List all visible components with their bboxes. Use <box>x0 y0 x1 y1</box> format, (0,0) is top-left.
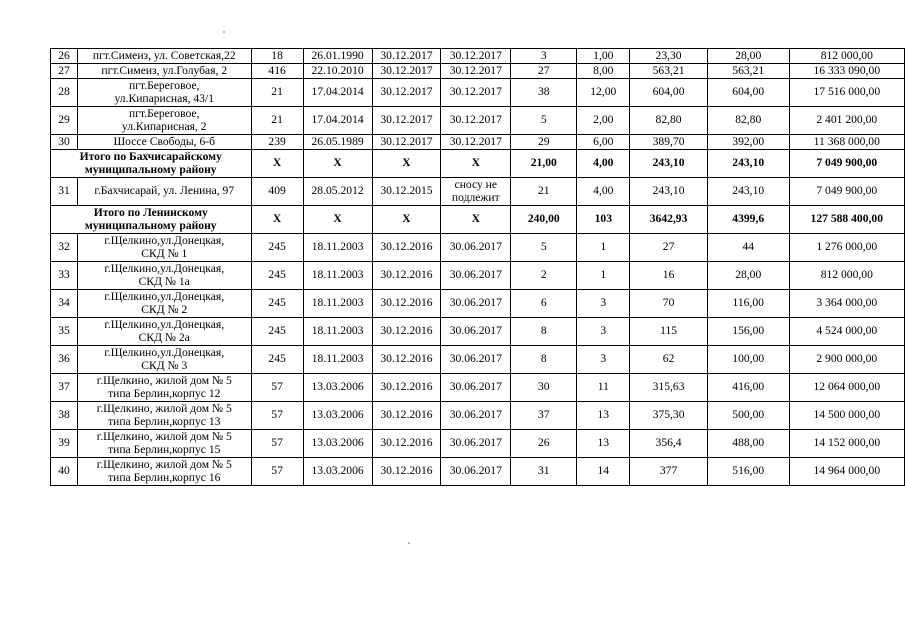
cell-line: 30.06.2017 <box>449 324 502 338</box>
address-cell <box>78 135 252 150</box>
total-label-line: Итого по Бахчисарайскому <box>79 150 222 163</box>
cell-c9: 62 <box>630 346 708 374</box>
row-number: 28 <box>51 79 78 107</box>
cell-c5: X <box>372 206 441 234</box>
cell-c11: 11 368 000,00 <box>789 135 904 150</box>
cell-c3: 245 <box>251 290 303 318</box>
cell-c10: 243,10 <box>707 150 789 178</box>
address-line: типа Берлин,корпус 13 <box>108 414 221 428</box>
cell-c5: 30.12.2015 <box>372 178 441 206</box>
cell-c4: X <box>303 150 372 178</box>
cell-c11: 2 900 000,00 <box>789 346 904 374</box>
cell-c7: 29 <box>511 135 577 150</box>
address-line: г.Щелкино,ул.Донецкая, <box>104 262 225 275</box>
cell-c3: 416 <box>251 64 303 79</box>
cell-c7: 8 <box>511 318 577 346</box>
cell-c6 <box>441 79 511 107</box>
cell-c5: 30.12.2016 <box>372 402 441 430</box>
address-cell <box>78 402 252 430</box>
cell-line: 30.12.2017 <box>449 113 502 127</box>
row-number: 36 <box>51 346 78 374</box>
cell-c11: 16 333 090,00 <box>789 64 904 79</box>
table-row <box>51 178 905 206</box>
cell-c11: 812 000,00 <box>789 49 904 64</box>
cell-c3: 21 <box>251 79 303 107</box>
cell-c9: 243,10 <box>630 150 708 178</box>
scan-speck <box>223 31 225 33</box>
cell-c4: 13.03.2006 <box>303 374 372 402</box>
cell-c9: 315,63 <box>630 374 708 402</box>
address-cell <box>78 290 252 318</box>
cell-c9: 70 <box>630 290 708 318</box>
table-total-row <box>51 150 905 178</box>
table-row <box>51 318 905 346</box>
address-line: СКД № 3 <box>141 358 188 372</box>
row-number: 33 <box>51 262 78 290</box>
cell-c5: 30.12.2017 <box>372 49 441 64</box>
cell-c10: 116,00 <box>707 290 789 318</box>
scan-speck <box>408 542 410 544</box>
cell-c7: 26 <box>511 430 577 458</box>
cell-c7: 6 <box>511 290 577 318</box>
cell-c7: 2 <box>511 262 577 290</box>
cell-c3: 57 <box>251 458 303 486</box>
cell-c6: X <box>441 206 511 234</box>
address-line: типа Берлин,корпус 15 <box>108 442 221 456</box>
address-line: г.Щелкино, жилой дом № 5 <box>96 402 232 415</box>
cell-c7: 38 <box>511 79 577 107</box>
address-line: пгт.Береговое, <box>129 107 200 120</box>
cell-c7: 8 <box>511 346 577 374</box>
cell-c11: 7 049 900,00 <box>789 178 904 206</box>
row-number: 29 <box>51 107 78 135</box>
address-cell <box>78 262 252 290</box>
address-line: г.Щелкино,ул.Донецкая, <box>104 318 225 331</box>
cell-c4: X <box>303 206 372 234</box>
cell-line: 30.06.2017 <box>449 240 502 254</box>
cell-c9: 563,21 <box>630 64 708 79</box>
cell-c11: 7 049 900,00 <box>789 150 904 178</box>
cell-c8: 3 <box>577 318 630 346</box>
table-row <box>51 234 905 262</box>
cell-c5: 30.12.2017 <box>372 79 441 107</box>
cell-c9: 243,10 <box>630 178 708 206</box>
cell-c5: 30.12.2016 <box>372 374 441 402</box>
cell-c6 <box>441 402 511 430</box>
cell-c4: 18.11.2003 <box>303 234 372 262</box>
cell-c6 <box>441 234 511 262</box>
cell-c6 <box>441 64 511 79</box>
cell-c4: 13.03.2006 <box>303 458 372 486</box>
cell-c5: 30.12.2016 <box>372 458 441 486</box>
cell-c9: 115 <box>630 318 708 346</box>
cell-c10: 500,00 <box>707 402 789 430</box>
row-number: 39 <box>51 430 78 458</box>
cell-c7: 5 <box>511 234 577 262</box>
address-line: пгт.Симеиз, ул.Голубая, 2 <box>101 63 228 77</box>
cell-c11: 12 064 000,00 <box>789 374 904 402</box>
cell-c3: 21 <box>251 107 303 135</box>
cell-c4: 13.03.2006 <box>303 430 372 458</box>
table-row <box>51 107 905 135</box>
cell-c9: 16 <box>630 262 708 290</box>
cell-c7: 30 <box>511 374 577 402</box>
cell-line: 30.12.2017 <box>449 134 502 148</box>
address-line: Шоссе Свободы, 6-б <box>113 134 216 148</box>
cell-c8: 14 <box>577 458 630 486</box>
row-number: 26 <box>51 49 78 64</box>
address-line: типа Берлин,корпус 16 <box>108 470 221 484</box>
cell-c6 <box>441 107 511 135</box>
cell-c8: 11 <box>577 374 630 402</box>
address-line: г.Щелкино, жилой дом № 5 <box>96 430 232 443</box>
address-line: г.Щелкино,ул.Донецкая, <box>104 346 225 359</box>
address-line: пгт.Береговое, <box>129 79 200 92</box>
cell-c8: 103 <box>577 206 630 234</box>
cell-c6 <box>441 318 511 346</box>
row-number: 34 <box>51 290 78 318</box>
cell-c4: 18.11.2003 <box>303 346 372 374</box>
cell-c9: 356,4 <box>630 430 708 458</box>
cell-c3: X <box>251 150 303 178</box>
cell-c3: X <box>251 206 303 234</box>
cell-c10: 156,00 <box>707 318 789 346</box>
address-line: ул.Кипарисная, 2 <box>121 119 207 133</box>
cell-c10: 4399,6 <box>707 206 789 234</box>
cell-c11: 14 152 000,00 <box>789 430 904 458</box>
cell-c11: 17 516 000,00 <box>789 79 904 107</box>
address-line: СКД № 2 <box>141 302 188 316</box>
cell-c3: 239 <box>251 135 303 150</box>
table-row <box>51 458 905 486</box>
cell-c8: 12,00 <box>577 79 630 107</box>
cell-c9: 375,30 <box>630 402 708 430</box>
row-number: 27 <box>51 64 78 79</box>
table-row <box>51 290 905 318</box>
row-number: 40 <box>51 458 78 486</box>
cell-c5: X <box>372 150 441 178</box>
cell-c10: 604,00 <box>707 79 789 107</box>
cell-c10: 82,80 <box>707 107 789 135</box>
row-number: 38 <box>51 402 78 430</box>
cell-line: 30.06.2017 <box>449 268 502 282</box>
cell-c6 <box>441 290 511 318</box>
cell-c7: 31 <box>511 458 577 486</box>
cell-c4: 26.01.1990 <box>303 49 372 64</box>
table-row <box>51 64 905 79</box>
cell-line: 30.06.2017 <box>449 352 502 366</box>
cell-c8: 2,00 <box>577 107 630 135</box>
cell-c9: 23,30 <box>630 49 708 64</box>
cell-c7: 27 <box>511 64 577 79</box>
cell-c10: 44 <box>707 234 789 262</box>
table-row <box>51 135 905 150</box>
cell-line: 30.06.2017 <box>449 464 502 478</box>
housing-table <box>50 48 905 486</box>
cell-line: сносу не <box>454 178 498 191</box>
address-line: ул.Кипарисная, 43/1 <box>114 91 214 105</box>
address-line: СКД № 1 <box>141 246 188 260</box>
row-number: 30 <box>51 135 78 150</box>
address-cell <box>78 458 252 486</box>
table-total-row <box>51 206 905 234</box>
cell-c3: 245 <box>251 318 303 346</box>
address-line: г.Бахчисарай, ул. Ленина, 97 <box>94 184 235 198</box>
cell-c11: 4 524 000,00 <box>789 318 904 346</box>
cell-c10: 488,00 <box>707 430 789 458</box>
cell-c8: 13 <box>577 430 630 458</box>
cell-c10: 563,21 <box>707 64 789 79</box>
cell-c9: 27 <box>630 234 708 262</box>
cell-c8: 6,00 <box>577 135 630 150</box>
cell-c4: 13.03.2006 <box>303 402 372 430</box>
cell-line: 30.06.2017 <box>449 296 502 310</box>
cell-c9: 82,80 <box>630 107 708 135</box>
cell-c10: 392,00 <box>707 135 789 150</box>
cell-c7: 37 <box>511 402 577 430</box>
cell-c6 <box>441 49 511 64</box>
cell-c4: 18.11.2003 <box>303 262 372 290</box>
cell-c8: 8,00 <box>577 64 630 79</box>
address-cell <box>78 64 252 79</box>
cell-line: 30.06.2017 <box>449 408 502 422</box>
cell-c8: 1,00 <box>577 49 630 64</box>
cell-c7: 5 <box>511 107 577 135</box>
total-label <box>51 206 252 234</box>
cell-c4: 18.11.2003 <box>303 290 372 318</box>
cell-c6 <box>441 346 511 374</box>
address-line: пгт.Симеиз, ул. Советская,22 <box>92 48 236 62</box>
cell-c4: 18.11.2003 <box>303 318 372 346</box>
table-row <box>51 262 905 290</box>
cell-c9: 377 <box>630 458 708 486</box>
cell-c11: 2 401 200,00 <box>789 107 904 135</box>
row-number: 37 <box>51 374 78 402</box>
cell-c3: 409 <box>251 178 303 206</box>
cell-c5: 30.12.2016 <box>372 262 441 290</box>
address-line: г.Щелкино, жилой дом № 5 <box>96 374 232 387</box>
table-row <box>51 49 905 64</box>
cell-c9: 604,00 <box>630 79 708 107</box>
row-number: 32 <box>51 234 78 262</box>
total-label-line: Итого по Ленинскому <box>93 206 208 219</box>
cell-c4: 17.04.2014 <box>303 79 372 107</box>
address-line: СКД № 1а <box>138 274 190 288</box>
cell-c5: 30.12.2017 <box>372 107 441 135</box>
cell-c4: 17.04.2014 <box>303 107 372 135</box>
cell-c4: 28.05.2012 <box>303 178 372 206</box>
address-cell <box>78 234 252 262</box>
cell-line: 30.06.2017 <box>449 380 502 394</box>
cell-c10: 100,00 <box>707 346 789 374</box>
total-label-line: муниципальному району <box>84 162 217 176</box>
cell-c8: 3 <box>577 290 630 318</box>
cell-line: 30.06.2017 <box>449 436 502 450</box>
total-label-line: муниципальному району <box>84 218 217 232</box>
cell-line: 30.12.2017 <box>449 48 502 62</box>
address-line: СКД № 2а <box>138 330 190 344</box>
cell-c10: 416,00 <box>707 374 789 402</box>
cell-c10: 243,10 <box>707 178 789 206</box>
cell-c6 <box>441 135 511 150</box>
cell-c3: 57 <box>251 374 303 402</box>
address-line: типа Берлин,корпус 12 <box>108 386 221 400</box>
table-row <box>51 79 905 107</box>
address-cell <box>78 178 252 206</box>
cell-line: 30.12.2017 <box>449 63 502 77</box>
table-row <box>51 430 905 458</box>
address-line: г.Щелкино,ул.Донецкая, <box>104 234 225 247</box>
cell-c5: 30.12.2016 <box>372 346 441 374</box>
cell-c11: 14 964 000,00 <box>789 458 904 486</box>
cell-c3: 57 <box>251 402 303 430</box>
cell-c11: 127 588 400,00 <box>789 206 904 234</box>
cell-c5: 30.12.2016 <box>372 290 441 318</box>
cell-c7: 3 <box>511 49 577 64</box>
table-row <box>51 374 905 402</box>
cell-c7: 21,00 <box>511 150 577 178</box>
address-cell <box>78 49 252 64</box>
address-cell <box>78 430 252 458</box>
cell-c5: 30.12.2016 <box>372 430 441 458</box>
cell-c10: 28,00 <box>707 262 789 290</box>
total-label <box>51 150 252 178</box>
cell-c3: 245 <box>251 346 303 374</box>
address-cell <box>78 318 252 346</box>
address-line: г.Щелкино, жилой дом № 5 <box>96 458 232 471</box>
cell-c11: 1 276 000,00 <box>789 234 904 262</box>
cell-c8: 3 <box>577 346 630 374</box>
cell-c5: 30.12.2017 <box>372 135 441 150</box>
cell-line: 30.12.2017 <box>449 85 502 99</box>
table-row <box>51 346 905 374</box>
cell-c6 <box>441 458 511 486</box>
cell-c4: 26.05.1989 <box>303 135 372 150</box>
cell-c8: 1 <box>577 262 630 290</box>
cell-c3: 245 <box>251 234 303 262</box>
row-number: 31 <box>51 178 78 206</box>
cell-c8: 4,00 <box>577 150 630 178</box>
cell-c9: 389,70 <box>630 135 708 150</box>
cell-c4: 22.10.2010 <box>303 64 372 79</box>
cell-c8: 4,00 <box>577 178 630 206</box>
cell-c7: 240,00 <box>511 206 577 234</box>
cell-c5: 30.12.2016 <box>372 318 441 346</box>
cell-c5: 30.12.2016 <box>372 234 441 262</box>
cell-c6 <box>441 178 511 206</box>
table-body <box>51 49 905 486</box>
cell-c9: 3642,93 <box>630 206 708 234</box>
address-cell <box>78 79 252 107</box>
cell-c6 <box>441 430 511 458</box>
cell-c11: 812 000,00 <box>789 262 904 290</box>
cell-c8: 1 <box>577 234 630 262</box>
cell-c5: 30.12.2017 <box>372 64 441 79</box>
cell-c6 <box>441 262 511 290</box>
cell-c11: 14 500 000,00 <box>789 402 904 430</box>
cell-c3: 18 <box>251 49 303 64</box>
address-cell <box>78 346 252 374</box>
cell-c10: 28,00 <box>707 49 789 64</box>
address-cell <box>78 107 252 135</box>
table-row <box>51 402 905 430</box>
cell-c11: 3 364 000,00 <box>789 290 904 318</box>
cell-c6 <box>441 374 511 402</box>
cell-c6: X <box>441 150 511 178</box>
address-line: г.Щелкино,ул.Донецкая, <box>104 290 225 303</box>
address-cell <box>78 374 252 402</box>
row-number: 35 <box>51 318 78 346</box>
cell-c8: 13 <box>577 402 630 430</box>
cell-c3: 245 <box>251 262 303 290</box>
cell-c7: 21 <box>511 178 577 206</box>
cell-line: подлежит <box>451 190 500 204</box>
cell-c10: 516,00 <box>707 458 789 486</box>
cell-c3: 57 <box>251 430 303 458</box>
